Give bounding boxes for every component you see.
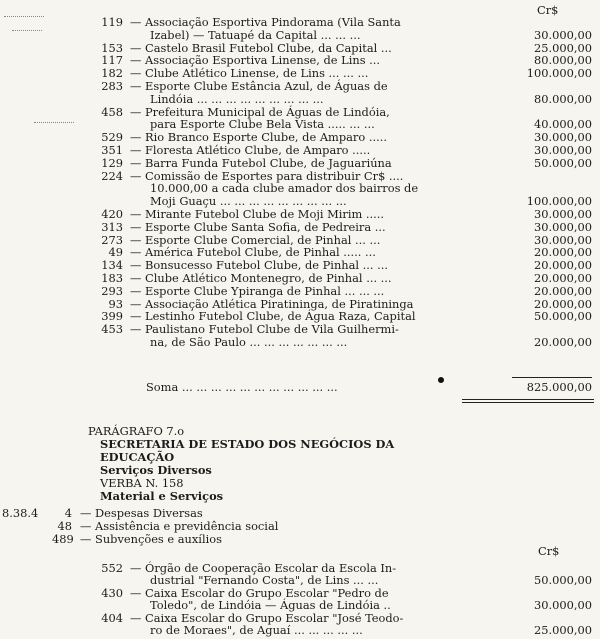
entry-amount: 50.000,00: [534, 309, 592, 324]
entry-amount: 20.000,00: [534, 296, 592, 311]
entry-text: — Esporte Clube Comercial, de Pinhal ... ...: [130, 232, 381, 247]
sub-item-label: — Subvenções e auxílios: [80, 531, 222, 546]
entry-number: 283: [101, 79, 123, 93]
entry-number: 224: [101, 168, 123, 183]
entry-text: — Caixa Escolar do Grupo Escolar "José Teodo-: [130, 610, 404, 625]
entry-amount: 30.000,00: [534, 27, 592, 42]
secretaria-heading: SECRETARIA DE ESTADO DOS NEGÓCIOS DA: [100, 437, 395, 451]
currency-header: Cr$: [537, 3, 559, 17]
entry-number: 182: [101, 66, 123, 81]
entry-text: na, de São Paulo ... ... ... ... ... ... ...: [150, 335, 348, 349]
entry-number: 117: [101, 53, 123, 68]
entry-amount: 25.000,00: [534, 40, 592, 55]
entry-number: 552: [101, 561, 123, 575]
entry-text: — Bonsucesso Futebol Clube, de Pinhal ... ...: [130, 258, 389, 273]
ink-dot: [438, 377, 444, 383]
entry-number: 119: [101, 15, 123, 29]
entry-number: 134: [101, 258, 123, 273]
entry-text: — Associação Atlética Piratininga, de Piratininga: [130, 296, 414, 311]
entry-text: — Associação Esportiva Linense, de Lins ...: [130, 53, 381, 68]
entry-number: 183: [101, 271, 123, 285]
entry-text: — América Futebol Clube, de Pinhal ..... ...: [130, 245, 376, 260]
entry-text: — Barra Funda Futebol Clube, de Jaguariúna: [130, 155, 392, 170]
entry-text: Toledo", de Lindóia — Águas de Lindóia ..: [150, 598, 391, 613]
sub-item-number: 489: [52, 531, 74, 546]
sub-item-label: — Despesas Diversas: [80, 506, 203, 520]
entry-text: Izabel) — Tatuapé da Capital ... ... ...: [150, 27, 361, 42]
total-double-rule: [462, 399, 594, 400]
entry-amount: 30.000,00: [534, 219, 592, 234]
services-heading: Serviços Diversos: [100, 463, 212, 477]
entry-text: Moji Guaçu ... ... ... ... ... ... ... ... ...: [150, 194, 347, 209]
entry-text: — Clube Atlético Montenegro, de Pinhal ... ...: [130, 271, 392, 285]
entry-number: 313: [101, 219, 123, 234]
entry-amount: 20.000,00: [534, 283, 592, 298]
entry-text: — Mirante Futebol Clube de Moji Mirim .....: [130, 207, 385, 221]
entry-text: — Rio Branco Esporte Clube, de Amparo .....: [130, 130, 387, 145]
secretaria-heading-cont: EDUCAÇÃO: [100, 450, 175, 464]
entry-amount: 50.000,00: [534, 155, 592, 170]
entry-text: — Caixa Escolar do Grupo Escolar "Pedro de: [130, 585, 389, 600]
entry-text: dustrial "Fernando Costa", de Lins ... ...: [150, 573, 379, 588]
entry-number: 458: [101, 104, 123, 119]
entry-text: — Esporte Clube Estância Azul, de Águas de: [130, 79, 388, 93]
budget-code: 8.38.4: [2, 506, 39, 520]
currency-header: Cr$: [538, 544, 560, 558]
paragraph-heading: PARÁGRAFO 7.o: [88, 424, 185, 438]
entry-text: — Esporte Clube Santa Sofia, de Pedreira ...: [130, 219, 386, 234]
total-double-rule: [462, 402, 594, 403]
entry-amount: 80.000,00: [534, 91, 592, 106]
entry-amount: 20.000,00: [534, 258, 592, 273]
entry-text: — Comissão de Esportes para distribuir Cr$ ....: [130, 168, 404, 183]
entry-number: 420: [101, 207, 123, 221]
soma-amount: 825.000,00: [526, 380, 592, 394]
entry-amount: 30.000,00: [534, 130, 592, 145]
margin-smudge: [12, 30, 42, 31]
entry-amount: 25.000,00: [534, 623, 592, 637]
entry-text: — Floresta Atlético Clube, de Amparo .....: [130, 143, 371, 157]
entry-amount: 30.000,00: [534, 207, 592, 221]
entry-amount: 30.000,00: [534, 598, 592, 613]
entry-amount: 30.000,00: [534, 232, 592, 247]
sub-item-label: — Assistência e previdência social: [80, 518, 279, 533]
entry-text: — Associação Esportiva Pindorama (Vila Santa: [130, 15, 401, 29]
entry-text: — Paulistano Futebol Clube de Vila Guilhermi-: [130, 322, 399, 337]
entry-number: 399: [101, 309, 123, 324]
sub-item-number: 48: [57, 518, 72, 533]
entry-number: 404: [101, 610, 123, 625]
entry-amount: 100.000,00: [526, 194, 592, 209]
margin-smudge: [4, 16, 44, 17]
entry-text: — Prefeitura Municipal de Águas de Lindóia,: [130, 104, 390, 119]
entry-number: 453: [101, 322, 123, 337]
entry-number: 430: [101, 585, 123, 600]
margin-smudge: [34, 122, 74, 123]
material-heading: Material e Serviços: [100, 489, 224, 503]
sum-rule: [512, 377, 592, 378]
entry-text: — Esporte Clube Ypiranga de Pinhal ... ... ...: [130, 283, 385, 298]
entry-number: 273: [101, 232, 123, 247]
sub-item-number: 4: [64, 506, 72, 520]
entry-amount: 20.000,00: [534, 271, 592, 285]
entry-amount: 80.000,00: [534, 53, 592, 68]
entry-amount: 50.000,00: [534, 573, 592, 588]
verba-heading: VERBA N. 158: [100, 476, 184, 490]
entry-amount: 40.000,00: [534, 117, 592, 132]
entry-number: 153: [101, 40, 123, 55]
entry-text: ro de Moraes", de Aguaí ... ... ... ... ...: [150, 623, 363, 637]
entry-number: 49: [108, 245, 123, 260]
entry-amount: 100.000,00: [526, 66, 592, 81]
entry-text: Lindóia ... ... ... ... ... ... ... ... ...: [150, 91, 324, 106]
entry-amount: 30.000,00: [534, 143, 592, 157]
entry-number: 93: [108, 296, 123, 311]
soma-label: Soma ... ... ... ... ... ... ... ... ... ... ...: [146, 380, 338, 394]
entry-text: 10.000,00 a cada clube amador dos bairros de: [150, 181, 419, 196]
entry-number: 529: [101, 130, 123, 145]
entry-text: — Lestinho Futebol Clube, de Água Raza, Capital: [130, 309, 416, 324]
entry-number: 293: [101, 283, 123, 298]
entry-text: — Clube Atlético Linense, de Lins ... ... ...: [130, 66, 369, 81]
entry-text: para Esporte Clube Bela Vista ..... ... ...: [150, 117, 375, 132]
entry-amount: 20.000,00: [534, 335, 592, 349]
entry-number: 351: [101, 143, 123, 157]
entry-amount: 20.000,00: [534, 245, 592, 260]
entry-text: — Castelo Brasil Futebol Clube, da Capital ...: [130, 40, 392, 55]
entry-text: — Órgão de Cooperação Escolar da Escola In-: [130, 561, 397, 575]
entry-number: 129: [101, 155, 123, 170]
